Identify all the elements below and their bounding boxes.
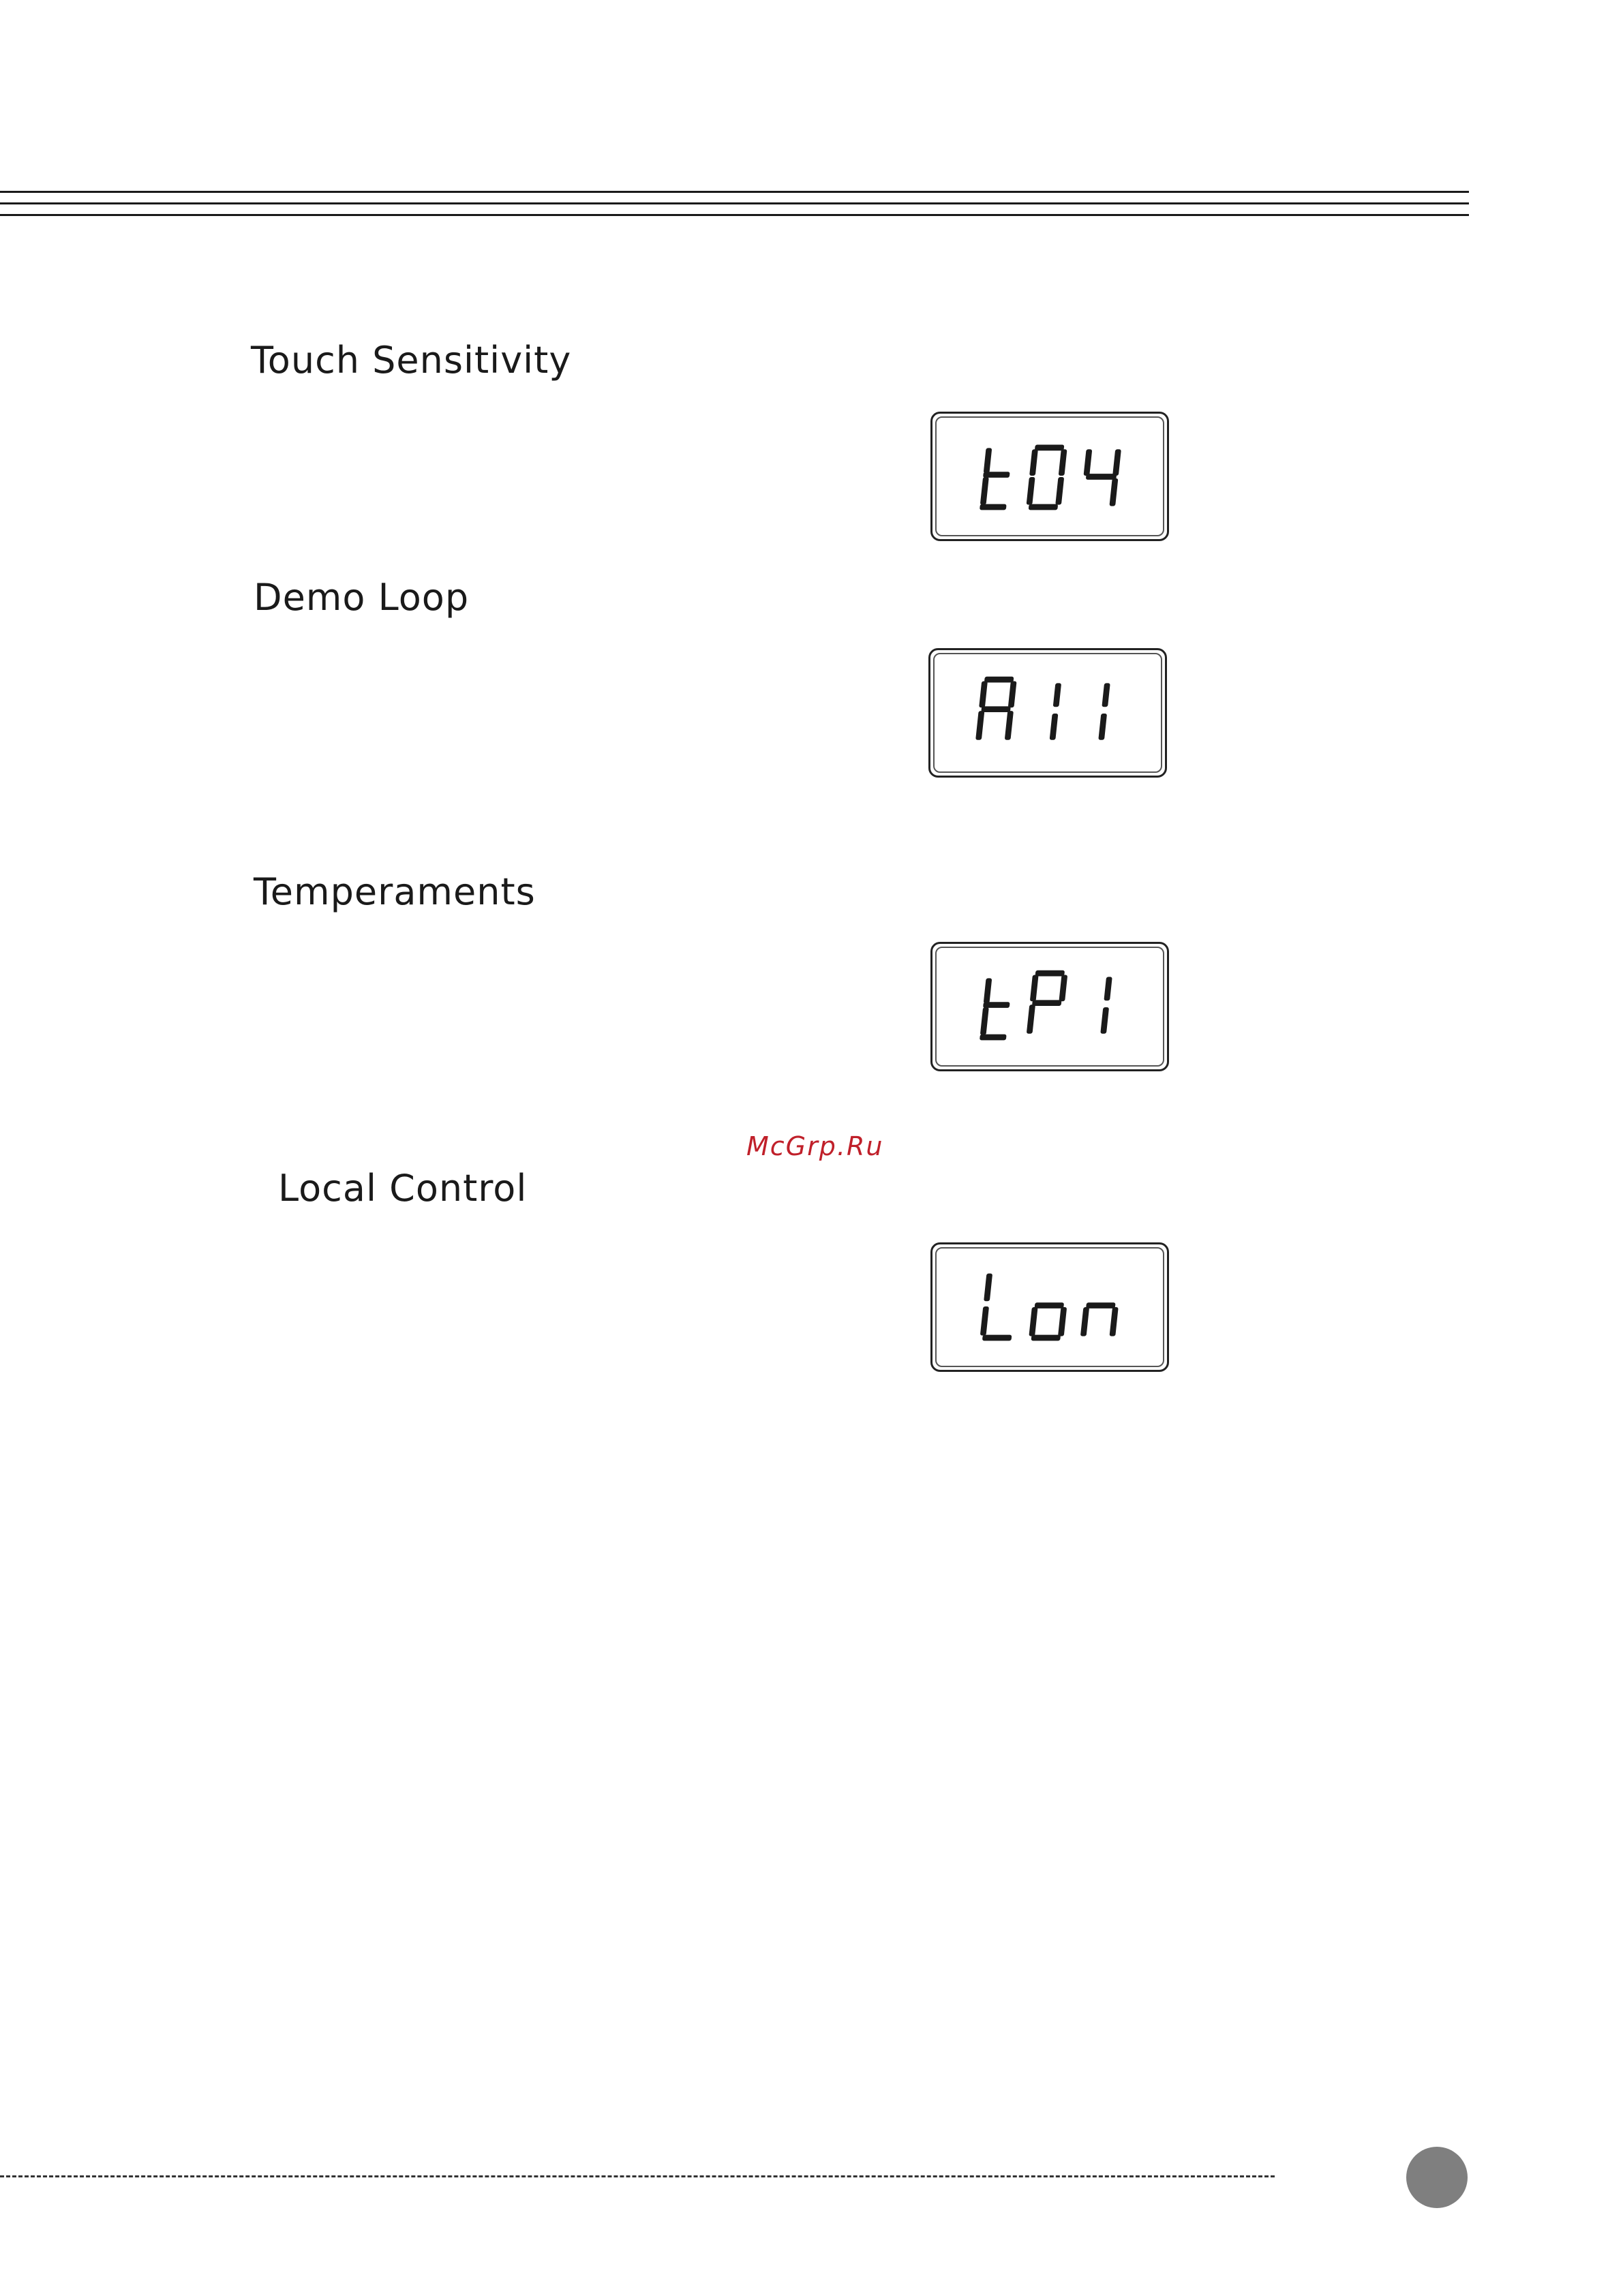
seven-segment-digits bbox=[932, 1244, 1167, 1370]
lcd-char-t bbox=[980, 448, 1012, 510]
section-title-touch-sensitivity: Touch Sensitivity bbox=[251, 339, 572, 382]
lcd-display-demo-loop bbox=[928, 648, 1167, 778]
page-number-badge bbox=[1406, 2147, 1468, 2208]
seven-segment-digits bbox=[930, 650, 1165, 776]
lcd-char-l bbox=[1050, 683, 1061, 739]
header-rule bbox=[0, 214, 1469, 216]
section-title-demo-loop: Demo Loop bbox=[254, 576, 470, 619]
lcd-display-local-control bbox=[930, 1242, 1169, 1372]
lcd-char-o bbox=[1029, 1302, 1067, 1341]
lcd-char-l bbox=[980, 1274, 1018, 1341]
watermark-text: McGrp.Ru bbox=[746, 1131, 884, 1161]
footer-dashed-rule bbox=[0, 2175, 1275, 2177]
lcd-char-t bbox=[980, 978, 1012, 1040]
seven-segment-digits bbox=[932, 414, 1167, 539]
header-rule bbox=[0, 202, 1469, 204]
lcd-char-a bbox=[975, 677, 1017, 740]
lcd-char-1 bbox=[1100, 977, 1112, 1033]
header-rule bbox=[0, 191, 1469, 193]
section-title-temperaments: Temperaments bbox=[254, 870, 536, 913]
lcd-display-touch-sensitivity bbox=[930, 412, 1169, 541]
lcd-char-n bbox=[1080, 1302, 1119, 1336]
lcd-display-temperaments bbox=[930, 942, 1169, 1071]
header-rules bbox=[0, 191, 1469, 226]
lcd-char-p bbox=[1027, 970, 1068, 1034]
lcd-char-l bbox=[1098, 683, 1110, 739]
section-title-local-control: Local Control bbox=[278, 1167, 528, 1210]
lcd-char-4 bbox=[1080, 449, 1121, 506]
lcd-char-0 bbox=[1026, 445, 1067, 510]
seven-segment-digits bbox=[932, 944, 1167, 1069]
